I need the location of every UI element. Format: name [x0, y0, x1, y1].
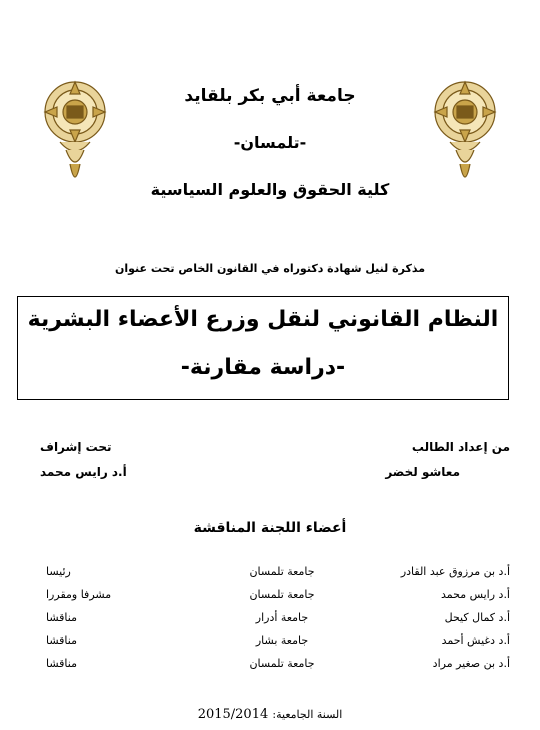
jury-member-name: أ.د كمال كيحل [444, 611, 510, 624]
jury-member-university: جامعة تلمسان [249, 565, 315, 578]
jury-member-university: جامعة تلمسان [249, 588, 315, 601]
table-row [0, 634, 540, 654]
jury-member-university: جامعة أدرار [255, 611, 309, 624]
supervisor-label: تحت إشراف [40, 440, 112, 454]
jury-member-role: مناقشا [46, 657, 77, 670]
jury-heading: أعضاء اللجنة المناقشة [193, 520, 347, 536]
city-name: -تلمسان- [233, 133, 307, 152]
academic-year [0, 707, 540, 722]
jury-member-name: أ.د دغيش أحمد [441, 634, 510, 647]
jury-member-name: أ.د بن مرزوق عبد القادر [400, 565, 510, 578]
jury-member-university: جامعة تلمسان [249, 657, 315, 670]
jury-member-name: أ.د بن صغير مراد [432, 657, 510, 670]
student-name: معاشو لخضر [385, 465, 460, 479]
jury-member-role: رئيسا [46, 565, 71, 578]
faculty-name: كلية الحقوق والعلوم السياسية [150, 180, 390, 199]
jury-member-role: مناقشا [46, 634, 77, 647]
jury-member-name: أ.د رايس محمد [440, 588, 510, 601]
jury-member-university: جامعة بشار [255, 634, 309, 647]
student-label: من إعداد الطالب [411, 440, 510, 454]
jury-member-role: مشرفا ومقررا [46, 588, 112, 601]
university-emblem-icon [426, 64, 504, 194]
table-row [0, 588, 540, 608]
table-row [0, 611, 540, 631]
thesis-subtitle: -دراسة مقارنة- [180, 355, 346, 380]
university-name: جامعة أبي بكر بلقايد [184, 86, 356, 106]
supervisor-name: أ.د رايس محمد [40, 465, 127, 479]
memo-line: مذكرة لنيل شهادة دكتوراه في القانون الخاص تحت عنوان [114, 262, 426, 275]
table-row [0, 657, 540, 677]
thesis-title: النظام القانوني لنقل وزرع الأعضاء البشرية [27, 307, 499, 332]
jury-member-role: مناقشا [46, 611, 77, 624]
thesis-title-box [17, 296, 509, 400]
academic-year-value: 2015/2014 [197, 707, 269, 722]
academic-year-label: السنة الجامعية: [272, 708, 343, 721]
university-emblem-icon [36, 64, 114, 194]
table-row [0, 565, 540, 585]
